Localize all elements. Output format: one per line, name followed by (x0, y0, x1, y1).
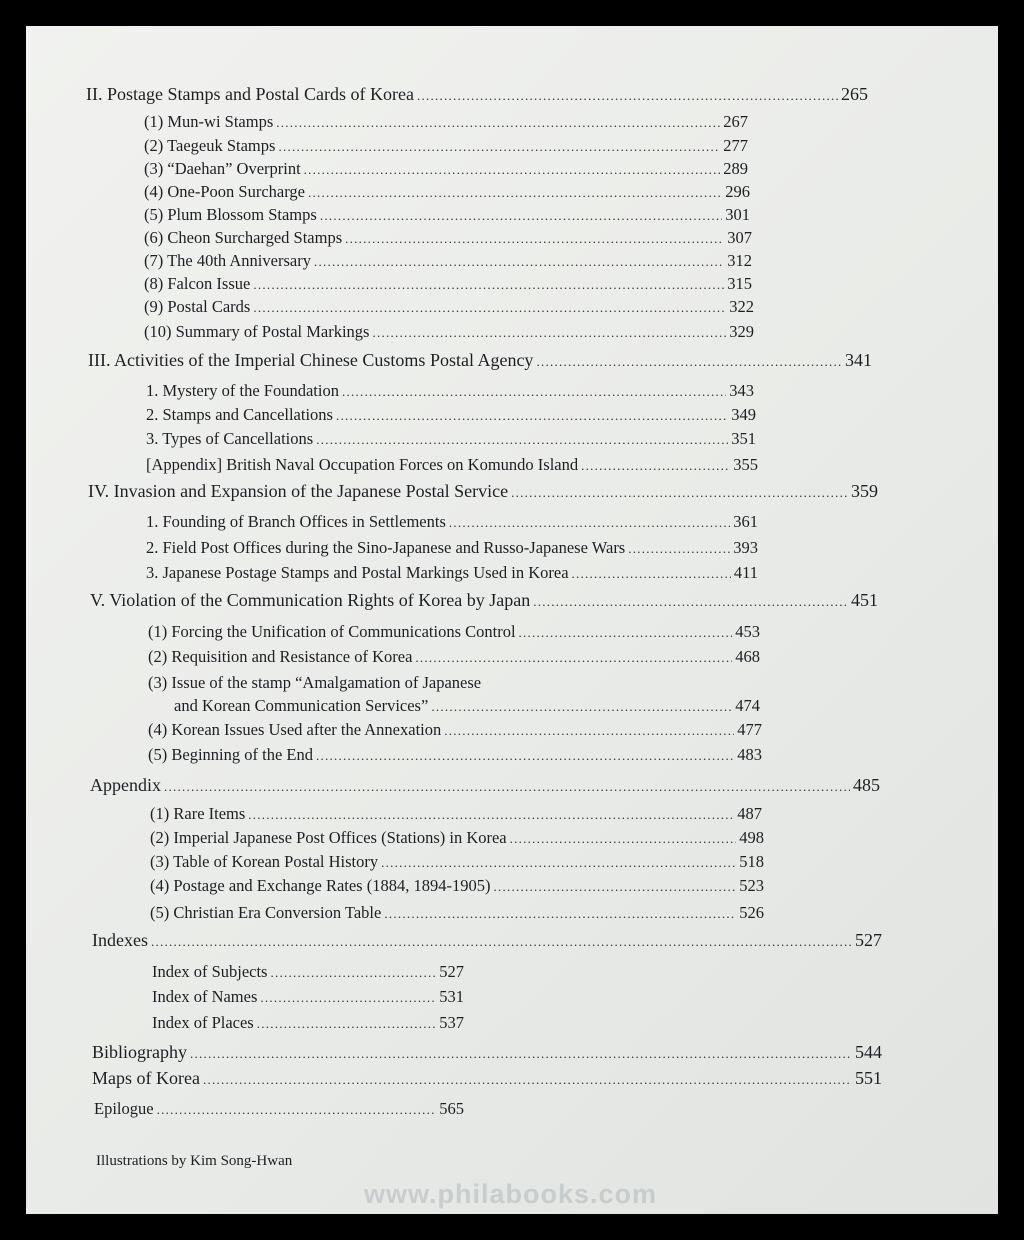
toc-entry-title: 2. Field Post Offices during the Sino-Japanese and Russo-Japanese Wars (146, 538, 626, 557)
toc-entry-title: 3. Japanese Postage Stamps and Postal Markings Used in Korea (146, 563, 569, 582)
toc-entry-page: 393 (733, 538, 758, 557)
toc-entry-title: (4) Korean Issues Used after the Annexation (148, 720, 442, 739)
toc-entry (148, 622, 760, 644)
toc-entry-title: III. Activities of the Imperial Chinese Customs Postal Agency (88, 350, 534, 370)
toc-entry-page: 315 (727, 274, 752, 293)
toc-leader-dots (257, 1016, 437, 1032)
toc-entry-title: (3) Table of Korean Postal History (150, 852, 379, 871)
toc-leader-dots (260, 990, 436, 1006)
toc-leader-dots (372, 325, 726, 341)
toc-entry-title: (4) One-Poon Surcharge (144, 182, 305, 201)
toc-entry-page: 468 (735, 647, 760, 666)
toc-entry-page: 322 (729, 297, 754, 316)
book-page (26, 26, 998, 1214)
toc-leader-dots (157, 1102, 437, 1118)
toc-leader-dots (151, 934, 852, 950)
toc-entry (88, 350, 872, 374)
toc-entry-title: V. Violation of the Communication Rights of Korea by Japan (90, 590, 531, 610)
toc-entry-page: 329 (729, 322, 754, 341)
toc-leader-dots (278, 139, 720, 155)
toc-entry (144, 274, 752, 296)
toc-leader-dots (248, 807, 734, 823)
toc-entry (90, 775, 880, 799)
toc-entry-page: 474 (735, 696, 760, 715)
toc-entry (144, 136, 748, 158)
toc-entry (144, 205, 750, 227)
toc-entry-page: 487 (737, 804, 762, 823)
toc-leader-dots (628, 541, 730, 557)
toc-leader-dots (449, 515, 730, 531)
toc-leader-dots (276, 115, 720, 131)
toc-leader-dots (510, 831, 737, 847)
toc-entry-page: 265 (841, 84, 868, 104)
toc-entry-title: and Korean Communication Services” (174, 696, 429, 715)
toc-entry (144, 297, 754, 319)
toc-entry-page: 453 (735, 622, 760, 641)
toc-entry-title: (2) Imperial Japanese Post Offices (Stations) in Korea (150, 828, 507, 847)
toc-entry-title: (5) Plum Blossom Stamps (144, 205, 317, 224)
toc-entry-page: 301 (725, 205, 750, 224)
toc-entry-title: [Appendix] British Naval Occupation Forces on Komundo Island (146, 455, 579, 474)
toc-entry-page: 537 (439, 1013, 464, 1032)
toc-entry-page: 307 (727, 228, 752, 247)
toc-entry-page: 312 (727, 251, 752, 270)
toc-leader-dots (314, 254, 724, 270)
toc-entry (146, 563, 758, 585)
toc-entry (144, 182, 750, 204)
toc-entry-title: 3. Types of Cancellations (146, 429, 314, 448)
toc-leader-dots (511, 485, 848, 501)
toc-entry-title: (4) Postage and Exchange Rates (1884, 1894-1905) (150, 876, 491, 895)
toc-entry (92, 1068, 882, 1092)
toc-entry (146, 455, 758, 477)
toc-entry-title: Appendix (90, 775, 161, 795)
toc-leader-dots (536, 354, 842, 370)
toc-entry-title: (9) Postal Cards (144, 297, 251, 316)
toc-entry (144, 322, 754, 344)
toc-entry (146, 381, 754, 403)
toc-leader-dots (345, 231, 724, 247)
toc-leader-dots (342, 384, 726, 400)
toc-entry (144, 159, 748, 181)
toc-leader-dots (253, 300, 726, 316)
toc-entry-title: (10) Summary of Postal Markings (144, 322, 370, 341)
toc-entry (146, 512, 758, 534)
toc-leader-dots (417, 88, 838, 104)
toc-entry (148, 647, 760, 669)
toc-entry-title: Index of Names (152, 987, 258, 1006)
toc-leader-dots (270, 965, 436, 981)
toc-entry (174, 696, 760, 718)
toc-entry-title: 1. Mystery of the Foundation (146, 381, 339, 400)
toc-entry-page: 361 (733, 512, 758, 531)
toc-entry-title: (2) Taegeuk Stamps (144, 136, 276, 155)
toc-leader-dots (431, 699, 732, 715)
toc-entry (86, 84, 868, 108)
toc-entry (152, 987, 464, 1009)
toc-entry-page: 451 (851, 590, 878, 610)
toc-leader-dots (581, 458, 730, 474)
toc-entry (90, 590, 878, 614)
toc-entry-title: IV. Invasion and Expansion of the Japanese Postal Service (88, 481, 509, 501)
toc-entry-page: 565 (439, 1099, 464, 1118)
toc-entry (150, 876, 764, 898)
toc-leader-dots (572, 566, 731, 582)
toc-entry-page: 527 (439, 962, 464, 981)
toc-entry-title: Index of Subjects (152, 962, 268, 981)
toc-entry-title: Bibliography (92, 1042, 187, 1062)
toc-entry (146, 405, 756, 427)
toc-leader-dots (304, 162, 721, 178)
toc-entry (150, 852, 764, 874)
toc-entry-page: 267 (723, 112, 748, 131)
toc-entry-page: 518 (739, 852, 764, 871)
toc-leader-dots (444, 723, 734, 739)
toc-entry-page: 351 (731, 429, 756, 448)
toc-entry-page: 526 (739, 903, 764, 922)
toc-entry-title: (1) Rare Items (150, 804, 246, 823)
toc-leader-dots (384, 906, 736, 922)
toc-entry-title: (3) “Daehan” Overprint (144, 159, 301, 178)
toc-entry-title: Indexes (92, 930, 148, 950)
toc-leader-dots (336, 408, 728, 424)
toc-entry-page: 477 (737, 720, 762, 739)
toc-entry (92, 1042, 882, 1066)
toc-leader-dots (320, 208, 722, 224)
toc-entry-page: 359 (851, 481, 878, 501)
toc-entry-page: 411 (733, 563, 758, 582)
toc-entry-page: 349 (731, 405, 756, 424)
toc-entry-page: 277 (723, 136, 748, 155)
toc-entry (148, 720, 762, 742)
toc-entry (92, 930, 882, 954)
toc-entry-title: Index of Places (152, 1013, 254, 1032)
toc-entry (88, 481, 878, 505)
toc-entry-page: 341 (845, 350, 872, 370)
toc-entry (144, 228, 752, 250)
toc-entry (146, 429, 756, 451)
toc-leader-dots (533, 594, 848, 610)
toc-leader-dots (316, 748, 734, 764)
toc-leader-dots (164, 779, 850, 795)
toc-entry (148, 673, 481, 695)
toc-entry-page: 544 (855, 1042, 882, 1062)
toc-entry (148, 745, 762, 767)
toc-entry-title: (1) Mun-wi Stamps (144, 112, 274, 131)
toc-entry-title: Maps of Korea (92, 1068, 200, 1088)
toc-entry (152, 962, 464, 984)
toc-entry-title: II. Postage Stamps and Postal Cards of Korea (86, 84, 414, 104)
toc-entry-page: 483 (737, 745, 762, 764)
toc-entry-title: (2) Requisition and Resistance of Korea (148, 647, 413, 666)
toc-entry-title: (8) Falcon Issue (144, 274, 251, 293)
toc-entry-title: (5) Christian Era Conversion Table (150, 903, 382, 922)
toc-entry-title: (5) Beginning of the End (148, 745, 313, 764)
toc-leader-dots (519, 625, 733, 641)
toc-entry-page: 498 (739, 828, 764, 847)
toc-entry-page: 343 (729, 381, 754, 400)
watermark: www.philabooks.com (364, 1179, 658, 1209)
toc-entry (150, 828, 764, 850)
toc-entry (94, 1099, 464, 1121)
toc-entry-title: (6) Cheon Surcharged Stamps (144, 228, 343, 247)
toc-entry-title: (1) Forcing the Unification of Communications Control (148, 622, 516, 641)
toc-entry (150, 903, 764, 925)
toc-leader-dots (253, 277, 724, 293)
toc-leader-dots (381, 855, 736, 871)
toc-entry (150, 804, 762, 826)
toc-entry-page: 531 (439, 987, 464, 1006)
toc-entry (144, 112, 748, 134)
toc-entry-page: 523 (739, 876, 764, 895)
toc-leader-dots (190, 1046, 852, 1062)
toc-entry-title: (3) Issue of the stamp “Amalgamation of Japanese (148, 673, 482, 692)
toc-entry (152, 1013, 464, 1035)
toc-entry-page: 551 (855, 1068, 882, 1088)
toc-entry (144, 251, 752, 273)
toc-entry (146, 538, 758, 560)
toc-entry-page: 355 (733, 455, 758, 474)
toc-entry-title: Epilogue (94, 1099, 154, 1118)
toc-leader-dots (308, 185, 722, 201)
toc-leader-dots (316, 432, 728, 448)
toc-entry-title: 1. Founding of Branch Offices in Settlements (146, 512, 446, 531)
toc-entry-page: 527 (855, 930, 882, 950)
toc-entry-page: 289 (723, 159, 748, 178)
toc-entry-page: 485 (853, 775, 880, 795)
toc-leader-dots (203, 1072, 852, 1088)
toc-entry-title: (7) The 40th Anniversary (144, 251, 311, 270)
toc-entry-page: 296 (725, 182, 750, 201)
illustrator-credit: Illustrations by Kim Song-Hwan (96, 1153, 293, 1169)
toc-entry-title: 2. Stamps and Cancellations (146, 405, 333, 424)
toc-leader-dots (493, 879, 736, 895)
toc-leader-dots (415, 650, 732, 666)
